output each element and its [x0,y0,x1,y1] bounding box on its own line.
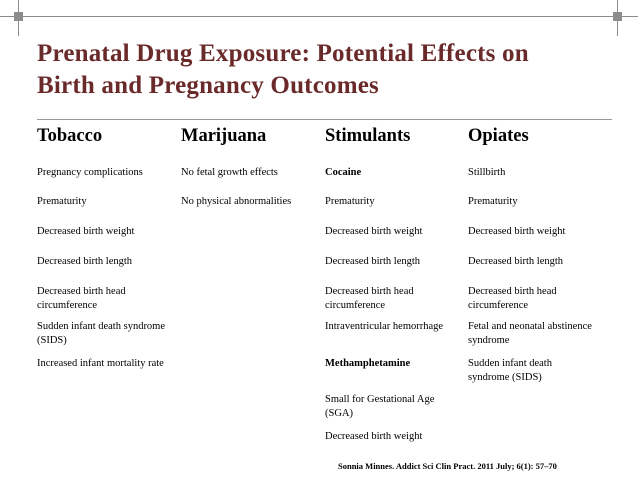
table-cell: Decreased birth weight [325,431,423,442]
citation: Sonnia Minnes. Addict Sci Clin Pract. 2011 July; 6(1): 57–70 [338,461,557,471]
table-cell: No fetal growth effects [181,167,278,178]
column-header-tobacco: Tobacco [37,126,103,146]
slide-frame [0,0,638,36]
table-cell: Increased infant mortality rate [37,358,164,369]
table-cell: Fetal and neonatal abstinence syndrome [468,321,592,346]
title-line-1: Prenatal Drug Exposure: Potential Effects on [37,40,529,67]
frame-corner-square [14,12,23,21]
table-cell: Pregnancy complications [37,167,143,178]
column-header-opiates: Opiates [468,126,529,146]
table-cell: Sudden infant death syndrome (SIDS) [468,358,552,383]
table-cell: Decreased birth weight [325,226,423,237]
table-cell: Prematurity [37,196,87,207]
table-cell-subheading: Cocaine [325,167,362,178]
title-divider [37,119,612,120]
table-cell-subheading: Methamphetamine [325,358,411,369]
column-header-stimulants: Stimulants [325,126,411,146]
table-cell: Prematurity [468,196,518,207]
table-cell: Decreased birth head circumference [468,286,557,311]
table-cell: Decreased birth head circumference [325,286,414,311]
table-cell: Stillbirth [468,167,506,178]
table-cell: Prematurity [325,196,375,207]
table-cell: Sudden infant death syndrome (SIDS) [37,321,166,346]
table-cell: Decreased birth length [37,256,133,267]
table-cell: Decreased birth head circumference [37,286,126,311]
table-cell: Intraventricular hemorrhage [325,321,444,332]
table-cell: Decreased birth length [468,256,564,267]
table-cell: Small for Gestational Age (SGA) [325,394,435,419]
frame-line [0,16,638,17]
table-cell: Decreased birth weight [37,226,135,237]
column-header-marijuana: Marijuana [181,126,267,146]
title-line-2: Birth and Pregnancy Outcomes [37,72,379,99]
frame-corner-square [613,12,622,21]
slide-title [37,38,627,102]
table-cell: Decreased birth weight [468,226,566,237]
table-cell: No physical abnormalities [181,196,292,207]
table-cell: Decreased birth length [325,256,421,267]
